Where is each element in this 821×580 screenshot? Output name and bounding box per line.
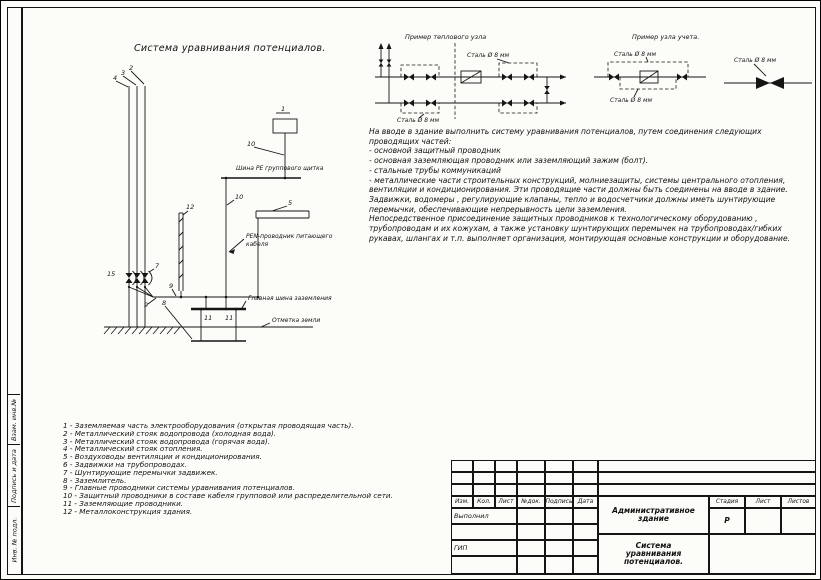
- legend-item: 10 - Защитный проводники в составе кабеля групповой или распределительной сети.: [63, 491, 393, 501]
- callout-10-top: 10: [247, 140, 256, 148]
- notes-paragraph-direct: Непосредственное присоединение защитных проводников к технологическому оборудованию , трубопроводам и их кожухам, а также установку шунтирующих перемычек на трубопроводах/гибких рукавах, шлангах и т.п. выполняет организация, монтирующая основные конструкции и оборудование.: [369, 214, 791, 243]
- title-block: [451, 460, 816, 574]
- legend-item: 6 - Задвижки на трубопроводах.: [63, 459, 187, 469]
- callout-15: 15: [107, 270, 116, 278]
- heat-unit-title: Пример теплового узла: [405, 33, 487, 41]
- pen-label-line1: PEN-проводник питающего: [246, 233, 333, 240]
- notes-bullet: - основная заземляющая проводник или заземляющий зажим (болт).: [369, 156, 649, 166]
- callout-4: 4: [113, 74, 118, 82]
- callout-10-mid: 10: [235, 193, 244, 201]
- ground-level-label: Отметка земли: [272, 317, 321, 324]
- tb-sheets-header: Листов: [781, 496, 816, 508]
- schematic-text-labels: [236, 165, 333, 324]
- callout-3: 3: [121, 69, 126, 77]
- legend-item: 12 - Металлоконструкция здания.: [63, 506, 193, 516]
- pe-bus-label: Шина PE группового щитка: [236, 165, 324, 172]
- notes-bullet: - основной защитный проводник: [369, 146, 501, 156]
- tb-stage-header: Стадия: [709, 496, 745, 508]
- tb-org-cell: [709, 534, 816, 574]
- schematic-callouts: [107, 64, 292, 322]
- callout-12: 12: [186, 203, 195, 211]
- potential-equalization-diagram: [96, 57, 333, 354]
- callout-11-right: 11: [225, 314, 234, 322]
- tb-header-kol: Кол.: [473, 496, 495, 508]
- side-strip: [7, 7, 22, 575]
- side-label-vzam: Взам. инв.№: [10, 398, 19, 441]
- heat-unit-example: [369, 29, 574, 124]
- legend-item: 3 - Металлический стояк водопровода (горячая вода).: [63, 436, 271, 446]
- tb-header-list: Лист: [495, 496, 517, 508]
- callout-11-left: 11: [204, 314, 213, 322]
- tb-header-izm: Изм.: [451, 496, 473, 508]
- tb-row-vypolnil: Выполнил: [451, 508, 517, 524]
- legend-item: 4 - Металлический стояк отопления.: [63, 444, 203, 454]
- heat-unit-steel-top-label: Сталь Ø 8 мм: [467, 52, 510, 59]
- side-label-inv: Инв. № подл.: [10, 517, 18, 563]
- tb-header-data: Дата: [573, 496, 598, 508]
- page-title: Система уравнивания потенциалов.: [134, 43, 326, 54]
- tb-sheets-value: [781, 508, 816, 534]
- tb-doc-title-line2: уравнивания потенциалов.: [623, 549, 684, 566]
- legend-item: 11 - Заземляющие проводники.: [63, 498, 184, 508]
- side-cell-vzam: [8, 394, 20, 444]
- tb-doc-title: [598, 534, 709, 574]
- metering-steel-right-label: Сталь Ø 8 мм: [734, 57, 777, 64]
- tb-header-ndok: №док.: [517, 496, 545, 508]
- tb-row-gip: ГИП: [451, 540, 517, 556]
- metering-unit-example: [586, 29, 816, 114]
- callout-8: 8: [162, 299, 167, 307]
- tb-object-name: Административное здание: [598, 496, 709, 534]
- side-cell-inv: [8, 506, 20, 573]
- callout-9-bottom: 9: [144, 301, 149, 309]
- side-cell-empty: [8, 8, 20, 394]
- main-bus-label: Главная шина заземления: [248, 295, 332, 302]
- notes-bullet: - металлические части строительных конструкций, молниезащиты, системы центрального отопления, вентиляции и кондиционирования. Эти проводящие части должны быть соединены на вводе в здание.: [369, 175, 788, 195]
- side-cell-podpis: [8, 444, 20, 506]
- legend-item: 2 - Металлический стояк водопровода (холодная вода).: [63, 428, 277, 438]
- legend-item: 7 - Шунтирующие перемычки задвижек.: [63, 467, 218, 477]
- metering-unit-valves: [609, 74, 784, 90]
- metering-steel-bottom-label: Сталь Ø 8 мм: [610, 97, 653, 104]
- metering-unit-pipes: [594, 57, 812, 97]
- callout-5: 5: [288, 199, 293, 207]
- side-label-podpis: Подпись и дата: [10, 448, 18, 503]
- metering-steel-top-label: Сталь Ø 8 мм: [614, 51, 657, 58]
- legend-item: 8 - Заземлитель.: [63, 475, 127, 485]
- callout-2: 2: [129, 64, 134, 72]
- valve-symbols: [126, 249, 236, 283]
- heat-unit-steel-bottom-label: Сталь Ø 8 мм: [397, 117, 440, 124]
- legend-item: 5 - Воздуховоды вентиляции и кондиционирования.: [63, 452, 262, 462]
- notes-intro: На вводе в здание выполнить систему уравнивания потенциалов, путем соединения следующих проводящих частей:: [369, 127, 762, 146]
- legend-item: 9 - Главные проводники системы уравнивания потенциалов.: [63, 483, 295, 493]
- callout-1: 1: [281, 105, 286, 113]
- notes-block: [369, 127, 813, 243]
- tb-stage-value: Р: [709, 508, 745, 534]
- tb-doc-title-line1: Система: [635, 541, 672, 551]
- legend-item: 1 - Заземляемая часть электрооборудования (открытая проводящая часть).: [63, 421, 354, 430]
- tb-sheet-header: Лист: [745, 496, 781, 508]
- callout-7: 7: [155, 262, 160, 270]
- metering-unit-jumpers: [608, 62, 688, 89]
- ground-hatch: [104, 327, 180, 334]
- tb-sheet-value: [745, 508, 781, 534]
- legend-list: [63, 422, 393, 516]
- callout-9-top: 9: [169, 282, 174, 290]
- notes-paragraph-jumpers: Задвижки, водомеры , регулирующие клапаны, тепло и водосчетчики должны иметь шунтирующие перемычки, обеспечивающие непрерывность цепи заземления.: [369, 194, 776, 214]
- notes-bullet: - стальные трубы коммуникаций: [369, 165, 501, 175]
- pen-label-line2: кабеля: [246, 241, 269, 248]
- metering-unit-title: Пример узла учета.: [632, 33, 700, 41]
- tb-header-podpis: Подпись: [545, 496, 573, 508]
